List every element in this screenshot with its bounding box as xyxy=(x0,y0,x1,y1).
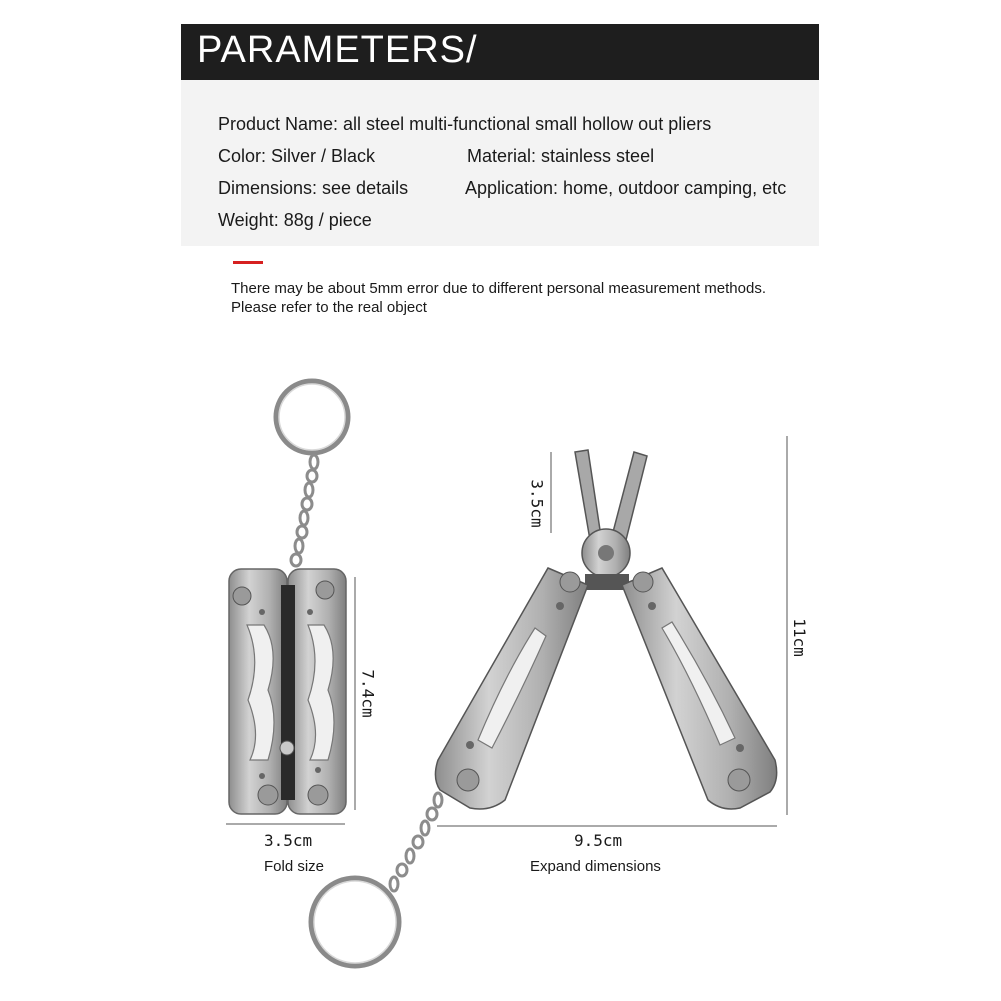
fold-chain-icon xyxy=(291,455,318,566)
note-line-1: There may be about 5mm error due to different personal measurement methods. xyxy=(231,280,766,297)
page-title: PARAMETERS/ xyxy=(197,29,478,71)
jaw-height-label: 3.5cm xyxy=(527,479,547,528)
dimensions-text: Dimensions: see details xyxy=(218,178,409,198)
fold-caption: Fold size xyxy=(264,858,325,875)
expand-caption: Expand dimensions xyxy=(530,858,661,875)
expand-keyring-icon xyxy=(311,878,399,966)
expand-width-label: 9.5cm xyxy=(574,831,623,850)
folded-pliers-icon xyxy=(229,569,346,814)
note-line-2: Please refer to the real object xyxy=(231,299,427,316)
application-text: Application: home, outdoor camping, etc xyxy=(465,178,787,198)
color-text: Color: Silver / Black xyxy=(218,146,376,166)
fold-height-label: 7.4cm xyxy=(358,669,378,718)
weight-text: Weight: 88g / piece xyxy=(218,210,372,230)
product-name-text: Product Name: all steel multi-functional small hollow out pliers xyxy=(218,114,712,134)
expand-height-label: 11cm xyxy=(789,618,809,657)
material-text: Material: stainless steel xyxy=(467,146,655,166)
fold-keyring-icon xyxy=(276,381,348,453)
expand-chain-icon xyxy=(390,793,442,891)
expanded-pliers-icon xyxy=(435,450,776,809)
fold-width-label: 3.5cm xyxy=(264,831,313,850)
